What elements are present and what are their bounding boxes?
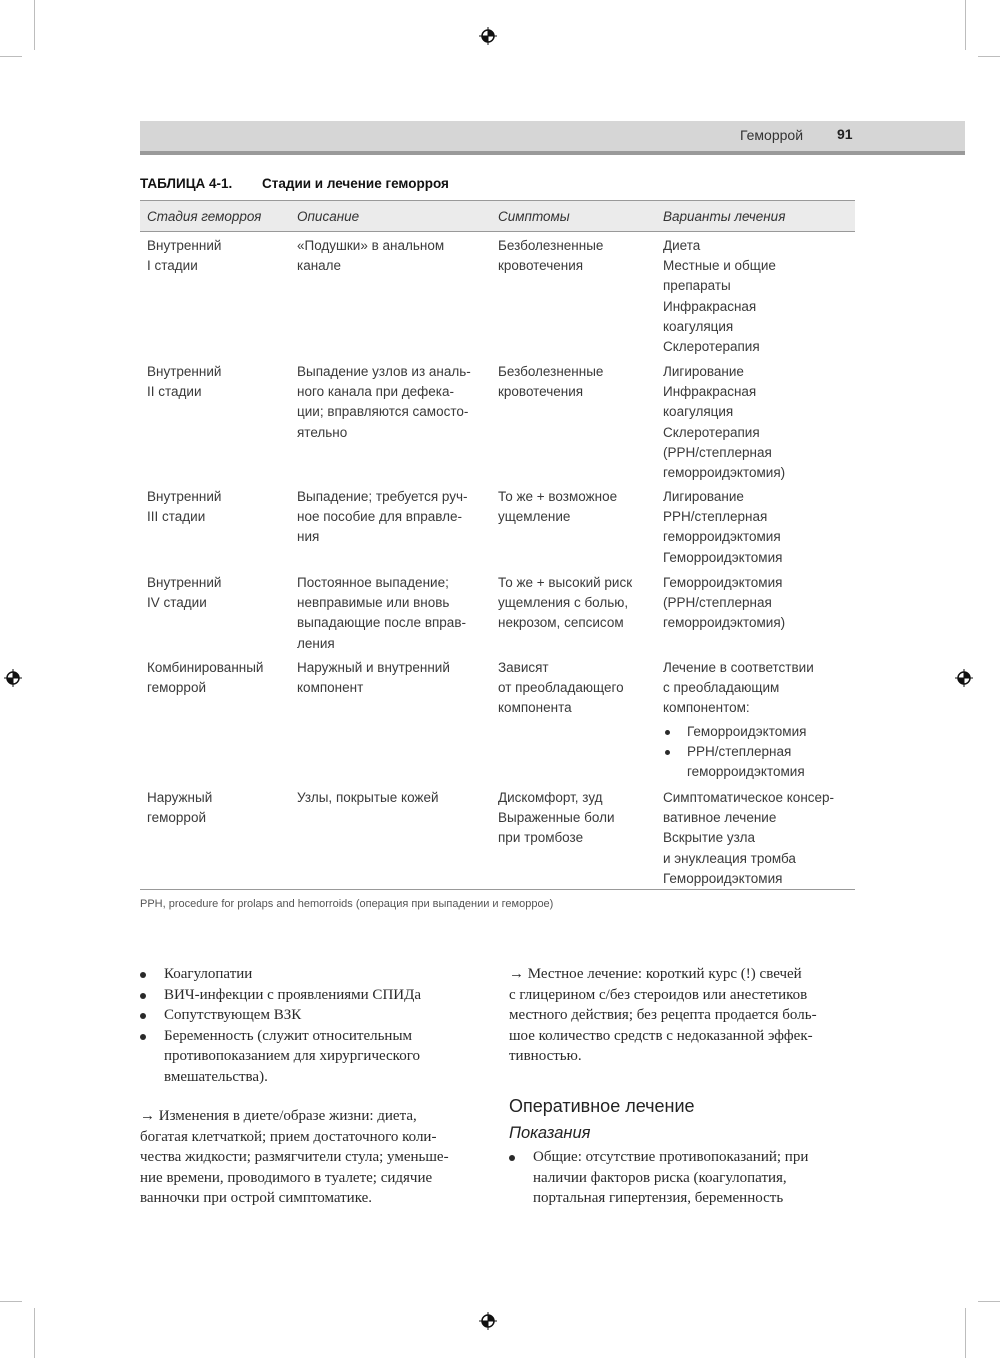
- cell-description: [297, 573, 466, 654]
- bullet-icon: [140, 972, 146, 978]
- crop-mark: [965, 0, 966, 50]
- cell-symptoms: [498, 236, 603, 276]
- crop-mark: [978, 56, 1000, 57]
- cell-line: Постоянное выпадение;: [297, 575, 449, 590]
- cell-line: геморрой: [147, 810, 206, 826]
- cell-line: Комбинированный: [147, 660, 264, 675]
- cell-line: коагуляция: [663, 404, 734, 420]
- cell-line: ущемление: [498, 509, 571, 525]
- cell-line: Узлы, покрытые кожей: [297, 790, 439, 805]
- cell-symptoms: [498, 362, 603, 402]
- subsection-heading: Показания: [509, 1124, 591, 1142]
- cell-line: Наружный: [147, 790, 213, 805]
- cell-line: Склеротерапия: [663, 338, 760, 354]
- registration-mark-icon: [479, 27, 497, 45]
- cell-line: геморрой: [147, 680, 206, 696]
- list-item: Геморроидэктомия: [687, 722, 806, 742]
- cell-line: «Подушки» в анальном: [297, 238, 445, 253]
- list-item-continuation: наличии факторов риска (коагулопатия,: [533, 1169, 787, 1186]
- column-header-description: Описание: [297, 209, 360, 224]
- cell-line: Безболезненные: [498, 364, 604, 379]
- cell-line: компонент: [297, 680, 364, 696]
- cell-line: Инфракрасная: [663, 298, 757, 314]
- registration-mark-icon: [955, 669, 973, 687]
- cell-line: выпадающие после вправ-: [297, 615, 466, 631]
- cell-line: То же + высокий риск: [498, 575, 633, 590]
- bullet-icon: [140, 1013, 146, 1019]
- table-bottom-rule: [140, 889, 855, 890]
- cell-line: (PPH/степлерная: [663, 444, 772, 460]
- cell-stage: [147, 487, 221, 527]
- cell-line: от преобладающего: [498, 680, 624, 696]
- list-item: геморроидэктомия: [687, 764, 805, 780]
- list-item: Беременность (служит относительным: [164, 1026, 421, 1047]
- text-line: богатая клетчаткой; прием достаточного коли-: [140, 1128, 437, 1145]
- cell-line: компонентом:: [663, 700, 750, 716]
- cell-line: препараты: [663, 278, 731, 294]
- crop-mark: [965, 1308, 966, 1358]
- cell-line: Внутренний: [147, 238, 222, 253]
- cell-stage: [147, 658, 263, 698]
- crop-mark: [0, 56, 22, 57]
- text-line: с глицерином с/без стероидов или анестетиков: [509, 986, 808, 1003]
- column-header-stage: Стадия геморроя: [147, 209, 262, 224]
- cell-treatment: [663, 362, 785, 483]
- right-bullet-list: [533, 1147, 808, 1209]
- cell-line: (PPH/степлерная: [663, 595, 772, 611]
- cell-line: II стадии: [147, 384, 202, 400]
- bullet-icon: [509, 1155, 515, 1161]
- cell-line: геморроидэктомия): [663, 615, 786, 631]
- cell-line: геморроидэктомия: [663, 529, 781, 545]
- cell-treatment: [663, 788, 834, 889]
- cell-line: PPH/степлерная: [663, 509, 768, 525]
- cell-line: III стадии: [147, 509, 206, 525]
- crop-mark: [0, 1301, 22, 1302]
- cell-line: Инфракрасная: [663, 384, 757, 400]
- column-header-treatment: Варианты лечения: [663, 209, 786, 224]
- treatment-bullet-list: [687, 722, 806, 783]
- cell-line: Выраженные боли: [498, 810, 615, 826]
- cell-line: Геморроидэктомия: [663, 575, 783, 590]
- cell-description: [297, 788, 439, 808]
- cell-line: канале: [297, 258, 342, 274]
- cell-line: Геморроидэктомия: [663, 549, 783, 565]
- right-paragraph: [509, 964, 817, 1067]
- list-item: Коагулопатии: [164, 964, 421, 985]
- list-item: PPH/степлерная: [687, 742, 806, 762]
- crop-mark: [34, 0, 35, 50]
- cell-line: Симптоматическое консер-: [663, 790, 835, 805]
- cell-line: ущемления с болью,: [498, 595, 629, 611]
- cell-symptoms: [498, 658, 624, 719]
- cell-line: Внутренний: [147, 575, 222, 590]
- cell-line: ции; вправляются самосто-: [297, 404, 469, 420]
- cell-line: Лигирование: [663, 364, 744, 379]
- cell-stage: [147, 362, 221, 402]
- cell-treatment: [663, 658, 814, 719]
- cell-line: ния: [297, 529, 320, 545]
- cell-line: некрозом, сепсисом: [498, 615, 624, 631]
- text-line: → Местное лечение: короткий курс (!) свечей: [509, 966, 802, 982]
- cell-line: компонента: [498, 700, 572, 716]
- cell-symptoms: [498, 487, 617, 527]
- cell-line: Местные и общие: [663, 258, 776, 274]
- cell-description: [297, 362, 471, 443]
- running-title: Геморрой: [740, 127, 804, 143]
- cell-line: Диета: [663, 238, 701, 253]
- cell-line: вативное лечение: [663, 810, 777, 826]
- cell-line: с преобладающим: [663, 680, 780, 696]
- list-item: ВИЧ-инфекции с проявлениями СПИДа: [164, 985, 421, 1006]
- text-line: ванночки при острой симптоматике.: [140, 1190, 373, 1207]
- bullet-icon: [140, 1034, 146, 1040]
- cell-line: невправимые или вновь: [297, 595, 450, 611]
- column-header-symptoms: Симптомы: [498, 209, 570, 224]
- table-footnote: PPH, procedure for prolaps and hemorroids (операция при выпадении и геморрое): [140, 898, 554, 910]
- list-item-continuation: противопоказанием для хирургического: [164, 1048, 420, 1065]
- cell-line: и энуклеация тромба: [663, 850, 796, 866]
- cell-description: [297, 236, 444, 276]
- cell-description: [297, 658, 450, 698]
- crop-mark: [978, 1301, 1000, 1302]
- cell-line: ного канала при дефека-: [297, 384, 454, 400]
- bullet-icon: [665, 730, 670, 735]
- cell-line: Лечение в соответствии: [663, 660, 814, 675]
- text-line: местного действия; без рецепта продается боль-: [509, 1007, 817, 1024]
- cell-treatment: [663, 487, 782, 568]
- cell-stage: [147, 236, 221, 276]
- cell-description: [297, 487, 468, 548]
- cell-line: Вскрытие узла: [663, 830, 756, 846]
- bullet-icon: [140, 993, 146, 999]
- registration-mark-icon: [479, 1312, 497, 1330]
- cell-stage: [147, 788, 212, 828]
- cell-line: ное пособие для вправле-: [297, 509, 463, 525]
- cell-line: Лигирование: [663, 489, 744, 504]
- cell-line: кровотечения: [498, 258, 584, 274]
- cell-line: Дискомфорт, зуд: [498, 790, 603, 805]
- cell-line: IV стадии: [147, 595, 207, 611]
- text-line: → Изменения в диете/образе жизни: диета,: [140, 1108, 417, 1124]
- text-line: ние времени, проводимого в туалете; сидячие: [140, 1169, 433, 1186]
- cell-line: при тромбозе: [498, 830, 584, 846]
- cell-line: Выпадение узлов из аналь-: [297, 364, 471, 379]
- cell-line: Наружный и внутренний: [297, 660, 450, 675]
- cell-line: Геморроидэктомия: [663, 870, 783, 886]
- text-line: чества жидкости; размягчители стула; уменьше-: [140, 1149, 449, 1166]
- cell-treatment: [663, 236, 776, 357]
- text-line: тивностью.: [509, 1048, 582, 1065]
- list-item-continuation: портальная гипертензия, беременность: [533, 1190, 784, 1207]
- list-item: Сопутствующем ВЗК: [164, 1005, 421, 1026]
- section-heading: Оперативное лечение: [509, 1096, 695, 1116]
- cell-symptoms: [498, 788, 615, 849]
- header-rule: [140, 151, 965, 155]
- page-number: 91: [837, 126, 853, 142]
- cell-line: I стадии: [147, 258, 198, 274]
- cell-line: То же + возможное: [498, 489, 618, 504]
- registration-mark-icon: [4, 669, 22, 687]
- cell-line: Зависят: [498, 660, 549, 675]
- list-item-continuation: вмешательства).: [164, 1068, 268, 1085]
- left-paragraph: [140, 1106, 449, 1209]
- cell-line: коагуляция: [663, 318, 734, 334]
- cell-line: ятельно: [297, 424, 348, 440]
- cell-stage: [147, 573, 221, 613]
- table-caption: [140, 176, 449, 191]
- bullet-icon: [665, 750, 670, 755]
- cell-line: геморроидэктомия): [663, 464, 786, 480]
- cell-symptoms: [498, 573, 632, 634]
- cell-line: Внутренний: [147, 364, 222, 379]
- crop-mark: [34, 1308, 35, 1358]
- table-caption-label: ТАБЛИЦА 4-1.: [140, 176, 233, 191]
- left-bullet-list: [164, 964, 421, 1088]
- list-item: Общие: отсутствие противопоказаний; при: [533, 1147, 808, 1168]
- cell-line: Склеротерапия: [663, 424, 760, 440]
- cell-treatment: [663, 573, 785, 634]
- cell-line: ления: [297, 635, 335, 651]
- cell-line: Безболезненные: [498, 238, 604, 253]
- text-line: шое количество средств с недоказанной эффек-: [509, 1027, 813, 1044]
- cell-line: Выпадение; требуется руч-: [297, 489, 468, 504]
- table-caption-title: Стадии и лечение геморроя: [262, 176, 449, 191]
- cell-line: Внутренний: [147, 489, 222, 504]
- cell-line: кровотечения: [498, 384, 584, 400]
